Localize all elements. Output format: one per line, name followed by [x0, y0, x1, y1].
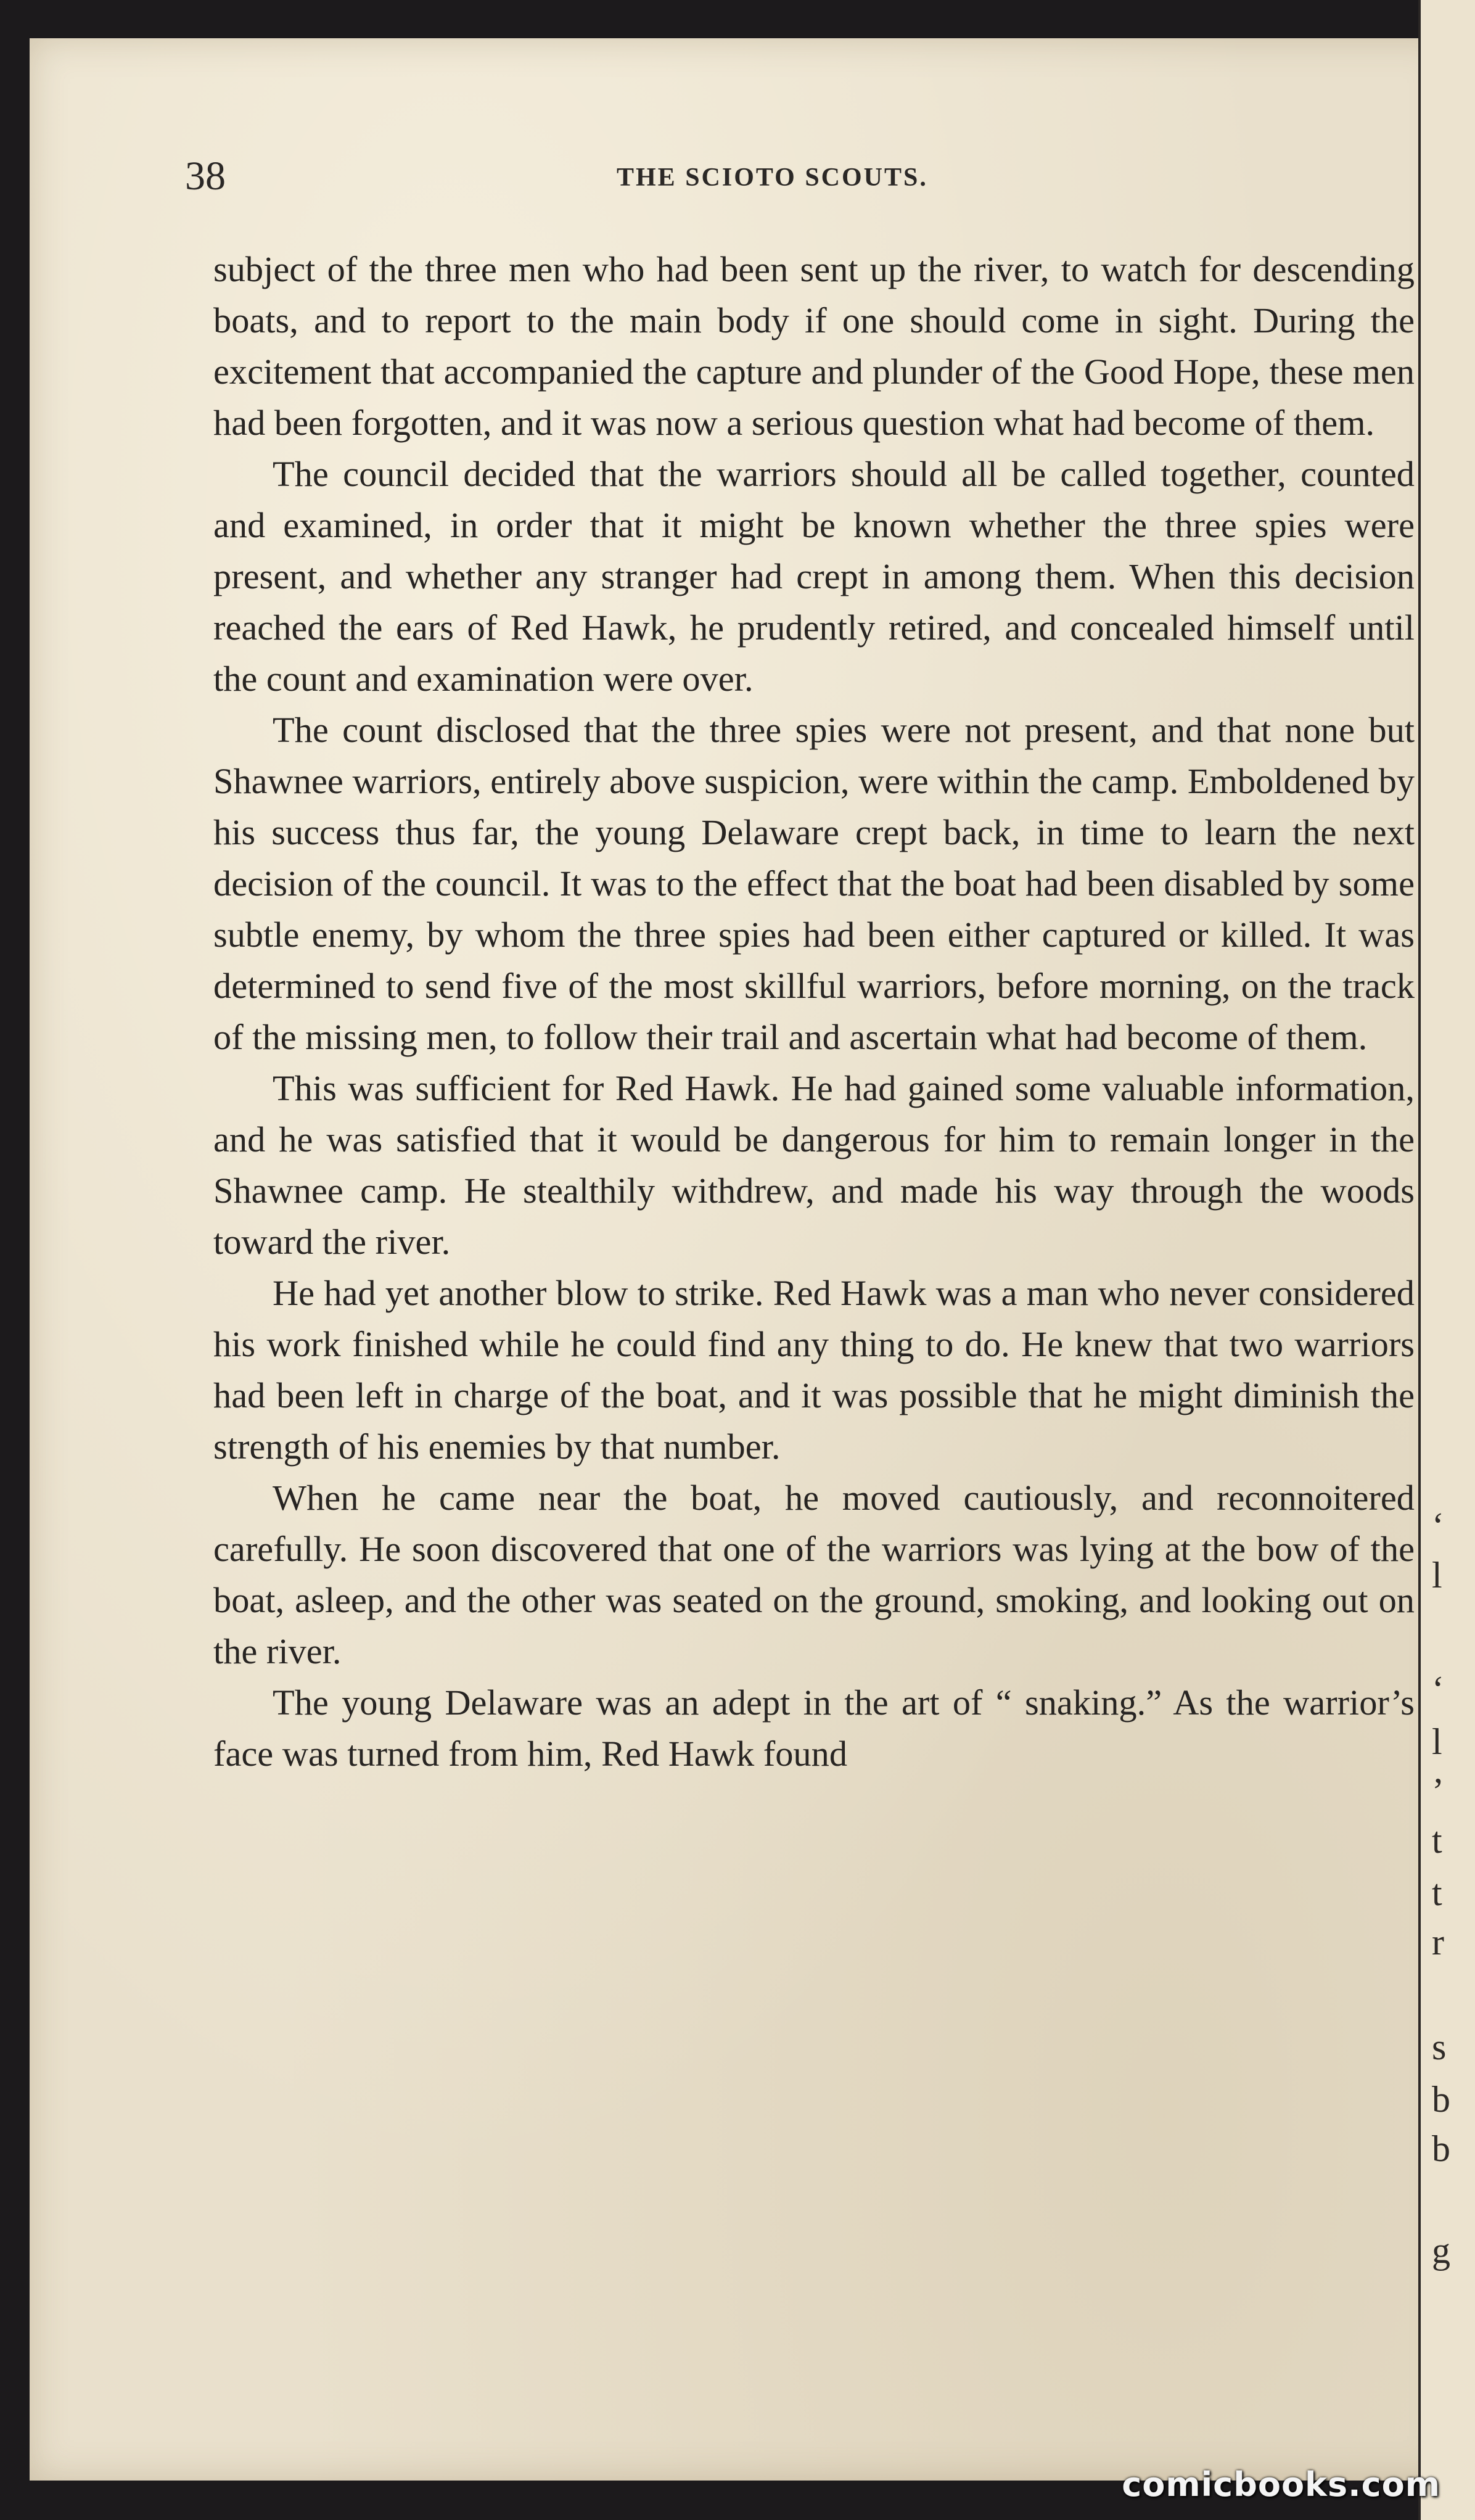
- facing-page-fragment: r: [1432, 1922, 1444, 1962]
- paragraph: This was sufficient for Red Hawk. He had gained some valuable information, and he was satisfied that it would be dangerous for him to remain longer in the Shawnee camp. He stealthily withdrew, and made his way through the woods toward the river.: [213, 1068, 1415, 1262]
- running-title: THE SCIOTO SCOUTS.: [617, 163, 928, 192]
- facing-page-fragment: l: [1432, 1721, 1442, 1762]
- facing-page-fragment: b: [1432, 2079, 1450, 2120]
- paragraph: When he came near the boat, he moved cautiously, and reconnoitered carefully. He soon discovered that one of the warriors was lying at the bow of the boat, asleep, and the other was seated on the ground, smoking, and looking out on the river.: [213, 1478, 1415, 1671]
- paragraph: subject of the three men who had been sent up the river, to watch for descending boats, and to report to the main body if one should come in sight. During the excitement that accompanied the capture and plunder of the Good Hope, these men had been forgotten, and it was now a serious question what had become of them.: [213, 249, 1415, 443]
- facing-page-fragment: ‘: [1432, 1669, 1444, 1710]
- paragraph: The council decided that the warriors should all be called together, counted and examined, in order that it might be known whether the three spies were present, and whether any stranger had crept in among them. When this decision reached the ears of Red Hawk, he prudently retired, and concealed himself until the count and examination were over.: [213, 454, 1415, 699]
- page-number: 38: [185, 154, 226, 199]
- facing-page-fragment: ’: [1432, 1771, 1444, 1811]
- facing-page-fragment: b: [1432, 2128, 1450, 2169]
- facing-page-fragment: g: [1432, 2230, 1450, 2271]
- facing-page-fragment: s: [1432, 2027, 1447, 2067]
- paragraph: The count disclosed that the three spies were not present, and that none but Shawnee warriors, entirely above suspicion, were within the camp. Emboldened by his success thus far, the young Delaware crept back, in time to learn the next decision of the council. It was to the effect that the boat had been disabled by some subtle enemy, by whom the three spies had been either captured or killed. It was determined to send five of the most skillful warriors, before morning, on the track of the missing men, to follow their trail and ascertain what had become of them.: [213, 710, 1415, 1057]
- page-header: [185, 153, 1418, 202]
- facing-page-fragment: ‘: [1432, 1505, 1444, 1546]
- facing-page-edge: [1418, 0, 1475, 2520]
- paragraph: He had yet another blow to strike. Red Hawk was a man who never considered his work finished while he could find any thing to do. He knew that two warriors had been left in charge of the boat, and it was possible that he might diminish the strength of his enemies by that number.: [213, 1273, 1415, 1467]
- facing-page-fragment: t: [1432, 1872, 1442, 1913]
- paragraph: The young Delaware was an adept in the art of “ snaking.” As the warrior’s face was turned from him, Red Hawk found: [213, 1682, 1415, 1774]
- body-text: [213, 244, 1415, 1779]
- facing-page-fragment: l: [1432, 1555, 1442, 1596]
- watermark: comicbooks.com: [1122, 2465, 1440, 2504]
- facing-page-fragment: t: [1432, 1820, 1442, 1861]
